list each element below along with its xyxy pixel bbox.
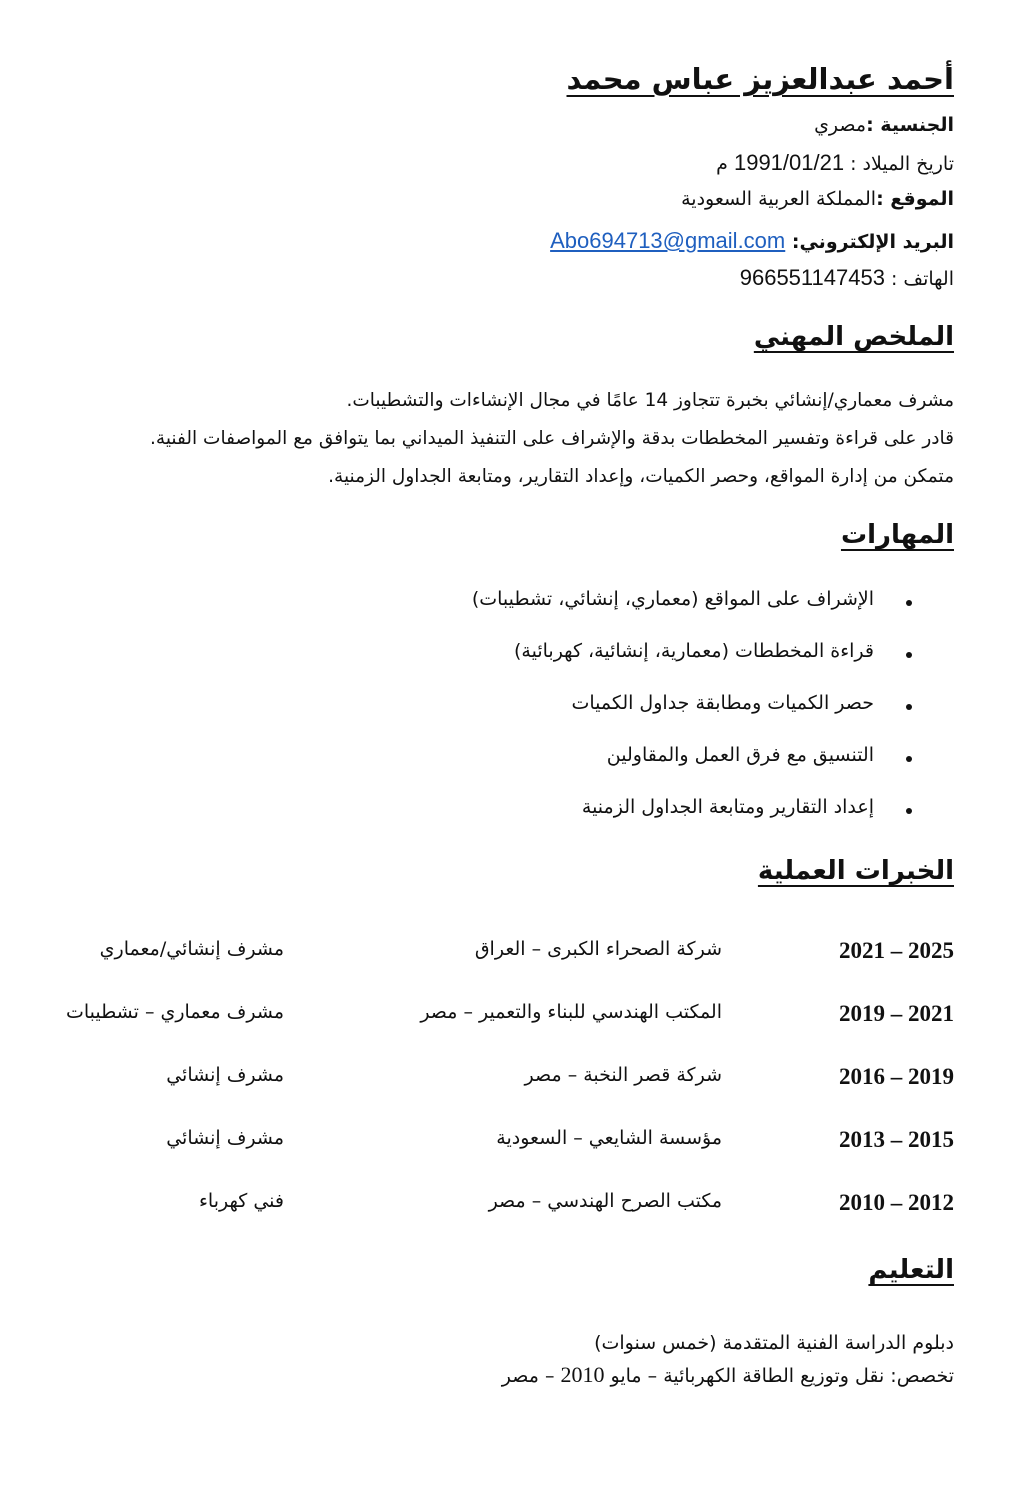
experience-role: مشرف إنشائي/معماري: [99, 938, 284, 960]
experience-company: مكتب الصرح الهندسي – مصر: [488, 1190, 722, 1212]
skill-item: قراءة المخططات (معمارية، إنشائية، كهربائية): [472, 640, 954, 692]
experience-company: مؤسسة الشايعي – السعودية: [496, 1127, 722, 1149]
skill-item: الإشراف على المواقع (معماري، إنشائي، تشطيبات): [472, 588, 954, 640]
birth-date-label: تاريخ الميلاد :: [844, 153, 954, 175]
experience-years: 2016 – 2019: [839, 1064, 954, 1089]
summary-heading: الملخص المهني: [753, 322, 954, 352]
location-line: [681, 190, 954, 209]
birth-date-value: 1991/01/21: [733, 150, 845, 175]
education-specialization: [502, 1364, 954, 1386]
education-heading: التعليم: [868, 1255, 954, 1285]
skills-list: [472, 588, 954, 848]
skill-item: إعداد التقارير ومتابعة الجداول الزمنية: [472, 796, 954, 848]
summary-line-1: مشرف معماري/إنشائي بخبرة تتجاوز 14 عامًا في مجال الإنشاءات والتشطيبات.: [346, 390, 954, 411]
experience-years: 2021 – 2025: [839, 938, 954, 963]
nationality-label: الجنسية :: [866, 114, 954, 136]
experience-years: 2019 – 2021: [839, 1001, 954, 1026]
experience-row: [0, 938, 1024, 978]
experience-company: شركة الصحراء الكبرى – العراق: [474, 938, 722, 960]
location-label: الموقع :: [876, 188, 954, 210]
summary-line-3: متمكن من إدارة المواقع، وحصر الكميات، وإعداد التقارير، ومتابعة الجداول الزمنية.: [328, 466, 954, 487]
nationality-line: [814, 116, 954, 135]
location-value: المملكة العربية السعودية: [681, 188, 877, 210]
skill-item: حصر الكميات ومطابقة جداول الكميات: [472, 692, 954, 744]
experience-role: مشرف إنشائي: [166, 1127, 284, 1149]
summary-line-2: قادر على قراءة وتفسير المخططات بدقة والإشراف على التنفيذ الميداني بما يتوافق مع المواصفات الفنية.: [150, 428, 954, 449]
skills-heading: المهارات: [840, 520, 954, 550]
graduation-country: – مصر: [501, 1365, 561, 1387]
experience-role: فني كهرباء: [199, 1190, 284, 1212]
email-link[interactable]: Abo694713@gmail.com: [550, 228, 786, 253]
skill-item: التنسيق مع فرق العمل والمقاولين: [472, 744, 954, 796]
experience-row: [0, 1064, 1024, 1104]
education-degree: دبلوم الدراسة الفنية المتقدمة (خمس سنوات): [594, 1332, 954, 1354]
birth-date-suffix: م: [716, 153, 734, 175]
experience-row: [0, 1190, 1024, 1230]
email-line: [550, 230, 954, 252]
experience-company: شركة قصر النخبة – مصر: [524, 1064, 722, 1086]
birth-date-line: [716, 152, 954, 174]
experience-row: [0, 1001, 1024, 1041]
phone-label: الهاتف :: [884, 268, 954, 290]
experience-years: 2010 – 2012: [839, 1190, 954, 1215]
experience-role: مشرف معماري – تشطيبات: [65, 1001, 284, 1023]
phone-line: [740, 267, 954, 289]
experience-role: مشرف إنشائي: [166, 1064, 284, 1086]
experience-heading: الخبرات العملية: [757, 856, 954, 886]
graduation-year: 2010: [560, 1362, 605, 1387]
phone-value: 966551147453: [739, 265, 885, 290]
experience-years: 2013 – 2015: [839, 1127, 954, 1152]
experience-row: [0, 1127, 1024, 1167]
email-label: البريد الإلكتروني:: [785, 231, 954, 253]
experience-company: المكتب الهندسي للبناء والتعمير – مصر: [420, 1001, 722, 1023]
candidate-name: أحمد عبدالعزيز عباس محمد: [566, 62, 954, 96]
specialization-text: تخصص: نقل وتوزيع الطاقة الكهربائية – مايو: [604, 1365, 954, 1387]
nationality-value: مصري: [814, 114, 867, 136]
